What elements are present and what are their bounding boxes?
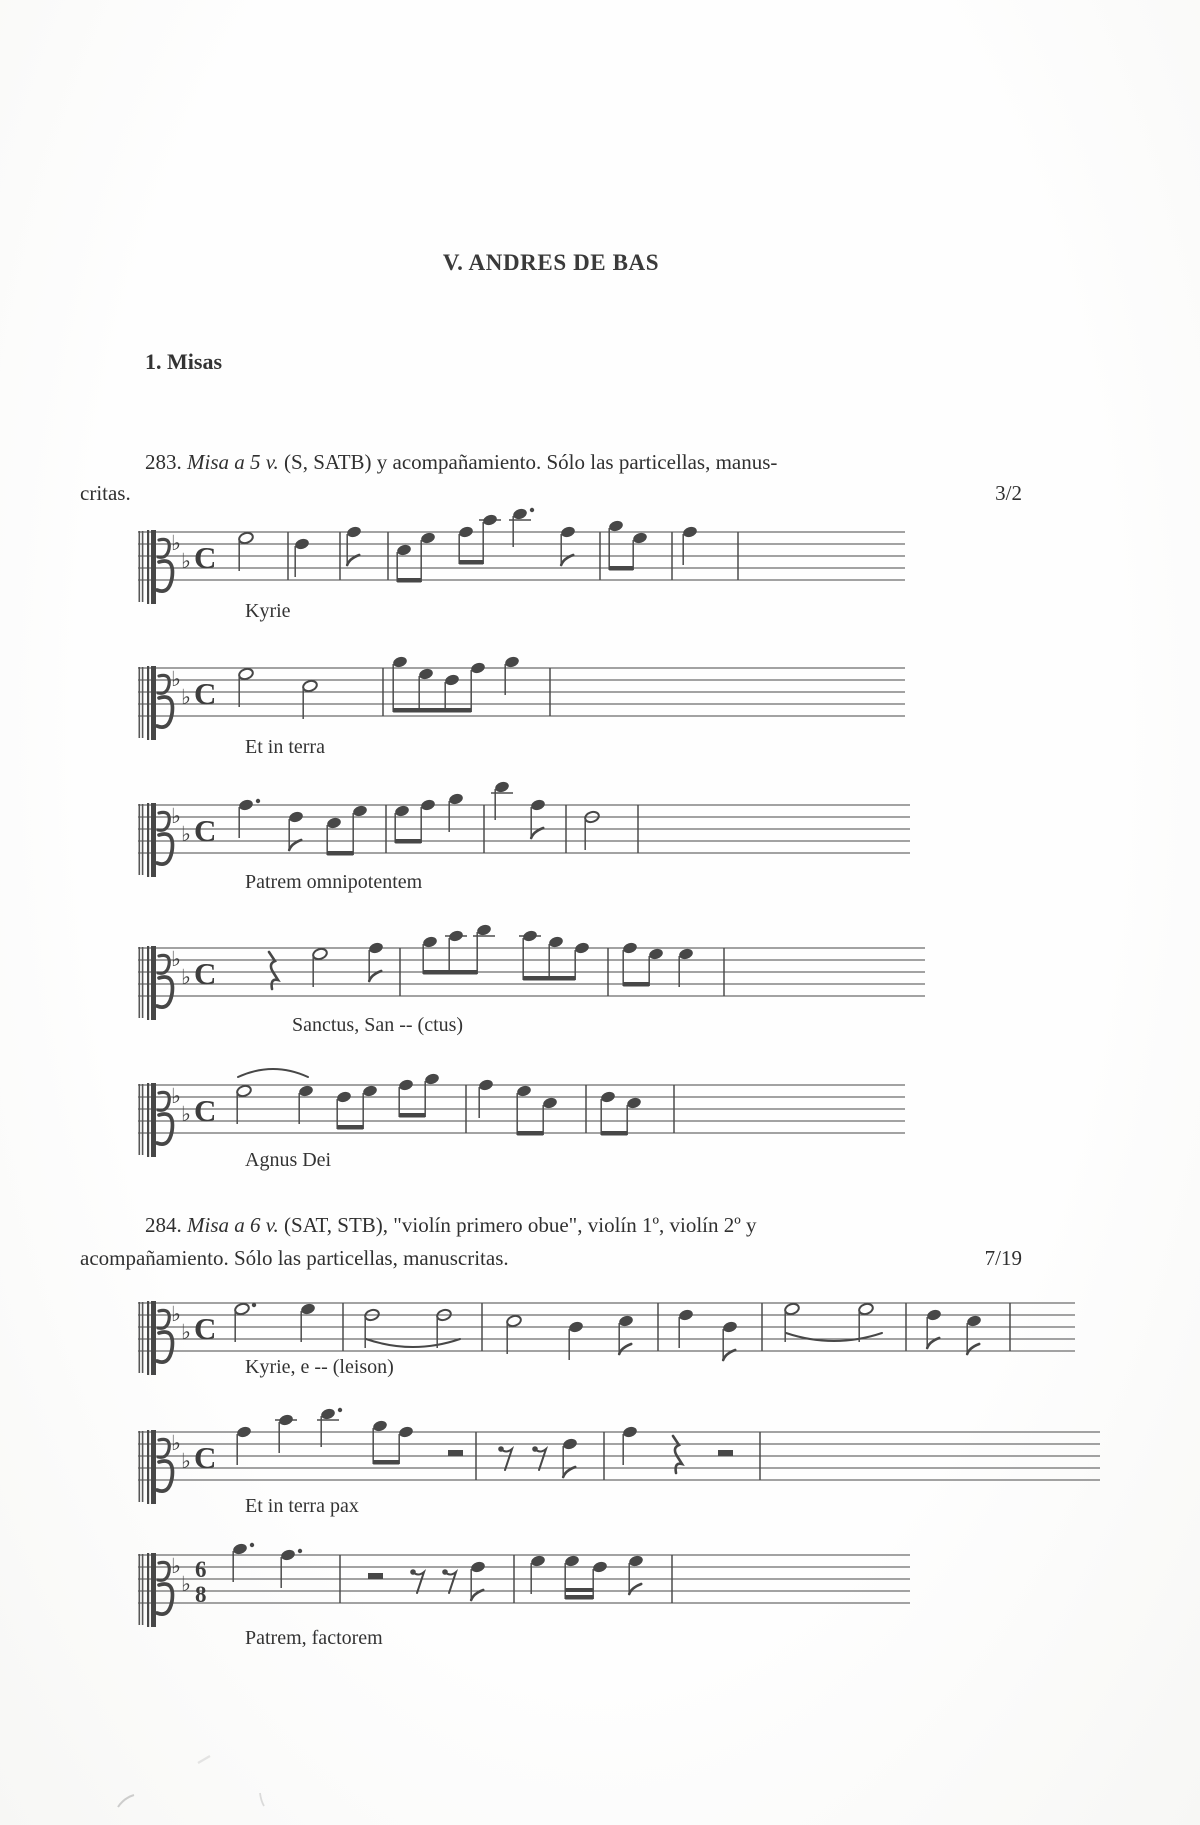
entry-283-line1 [145, 450, 777, 475]
svg-text:C: C [194, 1311, 217, 1346]
incipit-kyrie-label: Kyrie [245, 600, 291, 622]
section-heading: 1. Misas [145, 349, 222, 374]
entry-284-line1 [145, 1213, 757, 1238]
svg-text:C: C [194, 676, 217, 711]
svg-text:♭: ♭ [181, 1102, 191, 1126]
entry-284-figure: 7/19 [984, 1246, 1022, 1270]
incipit-agnus-dei-label: Agnus Dei [245, 1149, 332, 1171]
svg-text:♭: ♭ [171, 947, 181, 971]
entry-284-description: (SAT, STB), "violín primero obue", violín 1º, violín 2º y [284, 1213, 757, 1237]
svg-text:C: C [194, 1093, 217, 1128]
svg-text:♭: ♭ [171, 1554, 181, 1578]
incipit-patrem-factorem-label: Patrem, factorem [245, 1627, 383, 1649]
svg-text:♭: ♭ [171, 1431, 181, 1455]
svg-text:C: C [194, 813, 217, 848]
svg-text:♭: ♭ [181, 1572, 191, 1596]
svg-text:♭: ♭ [181, 965, 191, 989]
svg-text:♭: ♭ [171, 804, 181, 828]
entry-283-description: (S, SATB) y acompañamiento. Sólo las particellas, manus- [284, 450, 778, 474]
svg-text:♭: ♭ [181, 549, 191, 573]
entry-283-work-title: Misa a 5 v. [187, 450, 285, 474]
svg-text:C: C [194, 1440, 217, 1475]
pencil-marks [100, 1745, 400, 1825]
svg-text:♭: ♭ [181, 822, 191, 846]
svg-text:♭: ♭ [181, 685, 191, 709]
entry-283-line2: critas. [80, 481, 131, 505]
svg-text:C: C [194, 956, 217, 991]
svg-text:♭: ♭ [171, 531, 181, 555]
entry-283-number: 283. [145, 450, 187, 474]
svg-text:♭: ♭ [171, 1302, 181, 1326]
svg-text:8: 8 [195, 1582, 207, 1607]
incipit-et-in-terra-label: Et in terra [245, 736, 325, 758]
entry-283-figure: 3/2 [995, 481, 1022, 505]
svg-text:♭: ♭ [181, 1320, 191, 1344]
incipit-kyrie-eleison-label: Kyrie, e -- (leison) [245, 1356, 394, 1378]
svg-text:♭: ♭ [171, 667, 181, 691]
music-staff [138, 1513, 914, 1643]
entry-284-work-title: Misa a 6 v. [187, 1213, 285, 1237]
svg-text:C: C [194, 540, 217, 575]
entry-284-line2: acompañamiento. Sólo las particellas, manuscritas. [80, 1246, 509, 1270]
svg-text:6: 6 [195, 1557, 207, 1582]
music-staff [138, 906, 929, 1036]
incipit-patrem-omnipotentem-label: Patrem omnipotentem [245, 871, 423, 893]
incipit-sanctus [138, 906, 929, 1041]
incipit-et-in-terra-pax-label: Et in terra pax [245, 1495, 359, 1517]
entry-284-number: 284. [145, 1213, 187, 1237]
svg-text:♭: ♭ [181, 1449, 191, 1473]
svg-text:♭: ♭ [171, 1084, 181, 1108]
page-title: V. ANDRES DE BAS [442, 250, 660, 275]
incipit-sanctus-label: Sanctus, San -- (ctus) [292, 1014, 464, 1036]
